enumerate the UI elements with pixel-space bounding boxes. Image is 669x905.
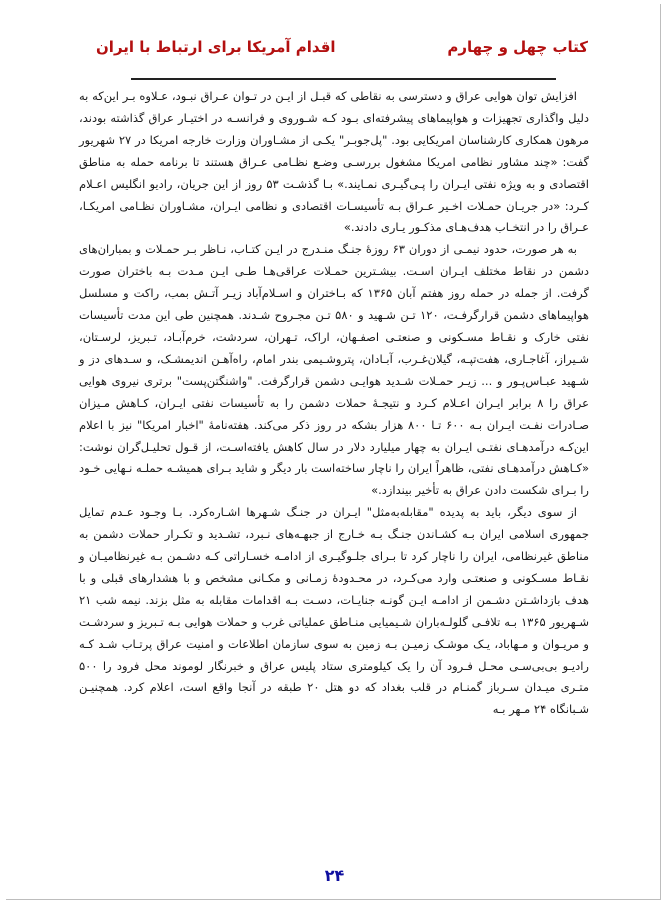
paragraph: افزایش توان هوایی عراق و دسترسی به نقاطی که قبـل از ایـن در تـوان عـراق نبـود، عـلاوه بـر این‌که به دلیل واگذاری تجهیزات و هواپیماهای پیشرفته‌ای بـود کـه شـوروی و فرانسـه در اختیـار عراق گذاشته بودند، مرهون همکاری کارشناسان امریکایی بود. "پل‌جوبـر" یکـی از مشـاوران وزارت خارجه امریکا در ۲۷ شهریور گفت: «چند مشاور نظامی امریکا مشغول بررسـی وضـع نظـامی عـراق هستند تا برنامه حمله به مناطق اقتصادی و به ویژه نفتی ایـران را پـی‌گیـری نمـایند.» بـا گذشـت ۵۳ روز از این جریان، رادیو انگلیس اعـلام کـرد: «در جریـان حمـلات اخـیر عـراق بـه تأسیسـات اقتصادی و نظامی ایـران، مشـاوران نظـامی امریکـا، عـراق را در انتخـاب هدف‌هـای مذکـور یـاری دادند.»	[79, 89, 589, 235]
book-title: کتاب چهل و چهارم	[447, 38, 588, 56]
body-text	[79, 86, 589, 721]
paragraph: به هر صورت، حدود نیمـی از دوران ۶۳ روزۀ جنـگ منـدرج در ایـن کتـاب، نـاظر بـر حمـلات و بمباران‌های دشمن در نقاط مختلف ایـران اسـت. بیشـترین حمـلات عراقی‌هـا طـی ایـن مـدت بـه باختران صورت گرفت. از جمله در حمله روز هفتم آبان ۱۳۶۵ که بـاختران و اسـلام‌آباد زیـر آتـش بمب، راکت و مسلسل هواپیماهای دشمن قرارگرفـت، ۱۲۰ تـن شـهید و ۵۸۰ تـن مجـروح شـدند. همچنین طی این مدت تأسیسات نفتی خارک و نقـاط مسـکونی و صنعتـی اصفـهان، اراک، تـهران، سردشت، خرم‌آبـاد، تـبریز، لرسـتان، شـیراز، آغاجـاری، هفت‌تپـه، گیلان‌غـرب، آبـادان، پتروشـیمی بندر امام، راه‌آهـن اندیمشـک، و سـدهای دز و شـهید عبـاس‌پـور و ... زیـر حمـلات شـدید هوایـی دشمن قرارگرفت. "واشنگتن‌پست" برتری نیروی هوایی عراق را ۸ برابر ایـران اعـلام کـرد و نتیجـۀ حملات دشمن را به تأسیسات نفتی ایـران، کـاهش مـیزان صـادرات نفـت ایـران بـه ۶۰۰ تـا ۸۰۰ هزار بشکه در روز ذکر می‌کند. هفته‌نامۀ "اخبار امریکا" نیز با اعلام این‌کـه درآمدهـای نفتـی ایـران به چهار میلیارد دلار در سال کاهش یافته‌اسـت، از قـول تحلیـل‌گران نوشت: «کـاهش درآمدهـای نفتی، ظاهراً ایران را ناچار ساخته‌است بار دیگر و شاید بـرای همیشـه حملـه نـهایی خـود را بـرای شکست دادن عراق به تأخیر بیندازد.»	[79, 242, 589, 498]
page-header	[96, 38, 588, 68]
header-divider	[131, 78, 556, 80]
chapter-title: اقدام آمریکا برای ارتباط با ایران	[96, 38, 336, 56]
page-number: ۲۴	[324, 866, 345, 885]
paragraph: از سوی دیگر، باید به پدیده "مقابله‌به‌مثل" ایـران در جنـگ شـهرها اشـاره‌کرد. بـا وجـود عـدم تمایل جمهوری اسلامی ایران بـه کشـاندن جنـگ بـه خـارج از جبهـه‌های نـبرد، تشـدید و تکـرار حملات دشمن به مناطق غیرنظامی، ایران را ناچار کرد تا بـرای جلـوگیـری از ادامـه خسـاراتی کـه دشـمن بـه غیرنظامیـان و نقـاط مسـکونی و صنعتـی وارد می‌کـرد، در محـدودۀ زمـانی و مکـانی مشخص و با هشدارهای قبلی و با هدف بازداشـتن دشـمن از ادامـه ایـن گونـه جنایـات، دسـت بـه اقدامات مقابله به مثل بزند. نیمه شب ۲۱ شـهریور ۱۳۶۵ بـه تلافـی گلولـه‌باران شـیمیایی منـاطق عملیاتی غرب و حملات هوایی بـه تـبریز و سردشـت و مریـوان و مـهاباد، یـک موشـک زمیـن بـه زمین به سوی سازمان اطلاعات و امنیت عراق پرتـاب شـد کـه رادیـو بی‌بی‌سـی محـل فـرود آن را یک کیلومتری ستاد پلیس عراق و خبرنگار لوموند محل فرود را ۵۰۰ متـری میـدان سـرباز گمنـام در قلب بغداد که دو هتل ۲۰ طبقه در آنجا واقع است، اعلام کرد. همچنیـن شـبانگاه ۲۴ مـهر بـه	[79, 505, 590, 717]
